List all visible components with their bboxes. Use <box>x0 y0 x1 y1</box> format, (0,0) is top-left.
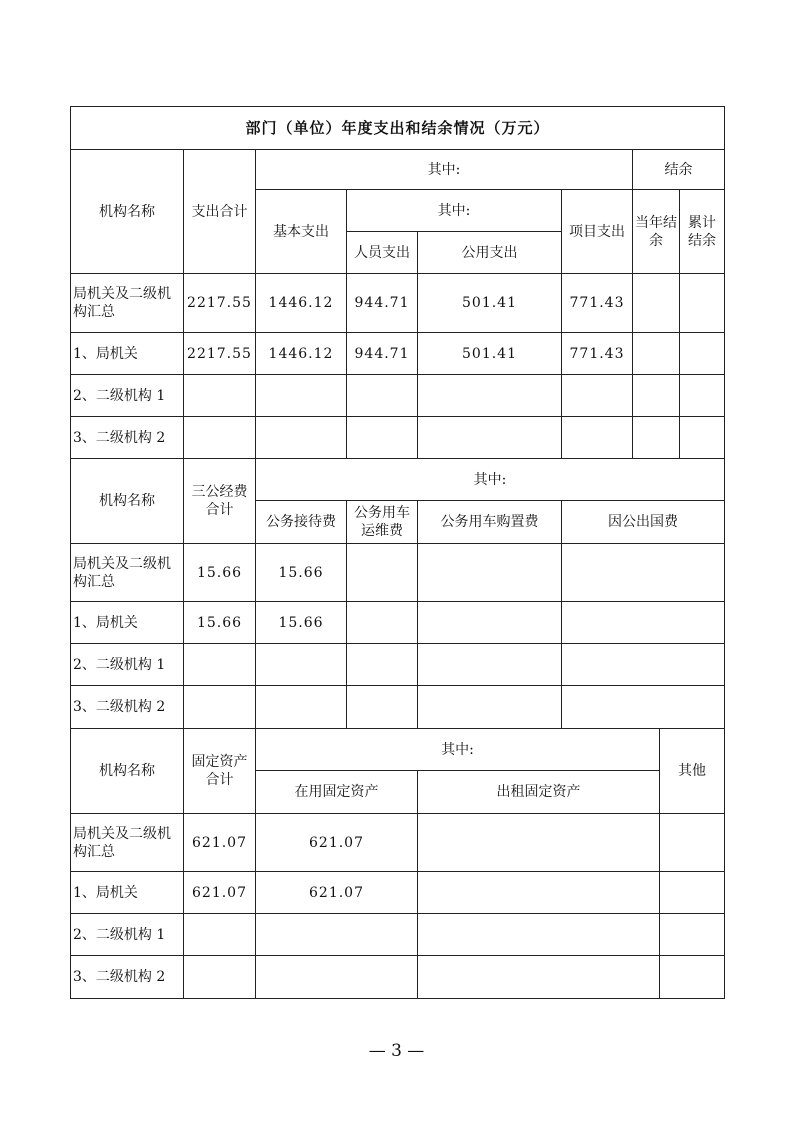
s1-header-year-balance: 当年结余 <box>633 190 680 274</box>
s1-header-qizhong2: 其中: <box>347 190 562 232</box>
table-row <box>71 274 725 333</box>
s2-row-car-ops <box>347 544 418 602</box>
s1-header-basic: 基本支出 <box>256 190 347 274</box>
s3-row-rented <box>418 872 660 914</box>
s2-row-abroad <box>562 544 725 602</box>
s3-row-name: 3、二级机构 2 <box>71 956 184 999</box>
s1-row-total: 2217.55 <box>184 333 256 375</box>
s2-row-name: 3、二级机构 2 <box>71 686 184 729</box>
s2-header-qizhong: 其中: <box>256 459 725 501</box>
s3-header-other: 其他 <box>660 729 725 814</box>
table-row <box>71 375 725 417</box>
s1-row-personnel <box>347 417 418 459</box>
s2-header-abroad: 因公出国费 <box>562 501 725 544</box>
s1-row-personnel: 944.71 <box>347 333 418 375</box>
table-row <box>71 602 725 644</box>
s1-header-public: 公用支出 <box>418 232 562 274</box>
s1-header-name: 机构名称 <box>71 150 184 274</box>
s1-row-public <box>418 375 562 417</box>
s1-row-name: 局机关及二级机构汇总 <box>71 274 184 333</box>
s2-row-car-buy <box>418 686 562 729</box>
s3-row-total <box>184 956 256 999</box>
s3-row-other <box>660 814 725 872</box>
s1-row-project <box>562 375 633 417</box>
s1-header-total: 支出合计 <box>184 150 256 274</box>
s1-row-name: 1、局机关 <box>71 333 184 375</box>
s2-row-car-ops <box>347 686 418 729</box>
s1-header-cum-balance: 累计结余 <box>680 190 725 274</box>
s1-header-balance: 结余 <box>633 150 725 190</box>
s2-row-name: 局机关及二级机构汇总 <box>71 544 184 602</box>
table-row <box>71 333 725 375</box>
table-row <box>71 956 725 999</box>
s3-header-inuse: 在用固定资产 <box>256 771 418 814</box>
report-sheet <box>70 106 724 999</box>
s1-header-qizhong: 其中: <box>256 150 633 190</box>
s1-row-personnel <box>347 375 418 417</box>
s1-row-basic <box>256 375 347 417</box>
s1-row-project <box>562 417 633 459</box>
table-row <box>71 644 725 686</box>
s3-row-name: 局机关及二级机构汇总 <box>71 814 184 872</box>
s1-row-year <box>633 274 680 333</box>
expenditure-balance-table <box>70 106 725 999</box>
table-row <box>71 417 725 459</box>
s2-row-total <box>184 686 256 729</box>
s1-row-public <box>418 417 562 459</box>
s3-row-rented <box>418 956 660 999</box>
s2-row-abroad <box>562 686 725 729</box>
table-title: 部门（单位）年度支出和结余情况（万元） <box>71 107 725 150</box>
s1-row-name: 2、二级机构 1 <box>71 375 184 417</box>
s1-header-project: 项目支出 <box>562 190 633 274</box>
table-row <box>71 814 725 872</box>
s2-row-car-ops <box>347 644 418 686</box>
s1-row-public: 501.41 <box>418 274 562 333</box>
s2-row-reception <box>256 644 347 686</box>
s1-row-year <box>633 375 680 417</box>
s2-row-car-buy <box>418 602 562 644</box>
s1-row-cum <box>680 375 725 417</box>
s1-row-year <box>633 417 680 459</box>
s1-row-cum <box>680 417 725 459</box>
s3-header-total: 固定资产合计 <box>184 729 256 814</box>
s2-row-car-buy <box>418 544 562 602</box>
s3-row-rented <box>418 914 660 956</box>
s2-header-total: 三公经费合计 <box>184 459 256 544</box>
table-row <box>71 872 725 914</box>
s1-row-cum <box>680 274 725 333</box>
s3-row-total: 621.07 <box>184 814 256 872</box>
s3-header-qizhong: 其中: <box>256 729 660 771</box>
s2-header-reception: 公务接待费 <box>256 501 347 544</box>
table-row <box>71 544 725 602</box>
s3-row-inuse: 621.07 <box>256 814 418 872</box>
s1-row-name: 3、二级机构 2 <box>71 417 184 459</box>
s3-row-other <box>660 956 725 999</box>
s2-header-name: 机构名称 <box>71 459 184 544</box>
s2-row-car-ops <box>347 602 418 644</box>
s2-header-car-buy: 公务用车购置费 <box>418 501 562 544</box>
s2-row-name: 1、局机关 <box>71 602 184 644</box>
table-row <box>71 686 725 729</box>
s2-row-total <box>184 644 256 686</box>
s1-row-cum <box>680 333 725 375</box>
s2-row-reception: 15.66 <box>256 544 347 602</box>
s3-row-name: 1、局机关 <box>71 872 184 914</box>
s1-row-basic <box>256 417 347 459</box>
s1-header-personnel: 人员支出 <box>347 232 418 274</box>
s1-row-total <box>184 417 256 459</box>
s3-row-total: 621.07 <box>184 872 256 914</box>
s1-row-personnel: 944.71 <box>347 274 418 333</box>
s3-row-name: 2、二级机构 1 <box>71 914 184 956</box>
s2-row-car-buy <box>418 644 562 686</box>
page-number: — 3 — <box>368 1041 425 1061</box>
s3-row-inuse <box>256 914 418 956</box>
s1-row-total <box>184 375 256 417</box>
s1-row-public: 501.41 <box>418 333 562 375</box>
s2-row-reception: 15.66 <box>256 602 347 644</box>
s2-row-total: 15.66 <box>184 602 256 644</box>
s1-row-basic: 1446.12 <box>256 274 347 333</box>
s3-row-total <box>184 914 256 956</box>
s1-row-project: 771.43 <box>562 333 633 375</box>
s3-header-name: 机构名称 <box>71 729 184 814</box>
s1-row-project: 771.43 <box>562 274 633 333</box>
s2-row-abroad <box>562 644 725 686</box>
s1-row-year <box>633 333 680 375</box>
s2-row-reception <box>256 686 347 729</box>
s2-header-car-ops: 公务用车运维费 <box>347 501 418 544</box>
s2-row-abroad <box>562 602 725 644</box>
s3-row-rented <box>418 814 660 872</box>
s2-row-name: 2、二级机构 1 <box>71 644 184 686</box>
s3-row-other <box>660 872 725 914</box>
s3-row-inuse <box>256 956 418 999</box>
s3-row-inuse: 621.07 <box>256 872 418 914</box>
s2-row-total: 15.66 <box>184 544 256 602</box>
s1-row-basic: 1446.12 <box>256 333 347 375</box>
table-row <box>71 914 725 956</box>
s3-header-rented: 出租固定资产 <box>418 771 660 814</box>
s1-row-total: 2217.55 <box>184 274 256 333</box>
s3-row-other <box>660 914 725 956</box>
